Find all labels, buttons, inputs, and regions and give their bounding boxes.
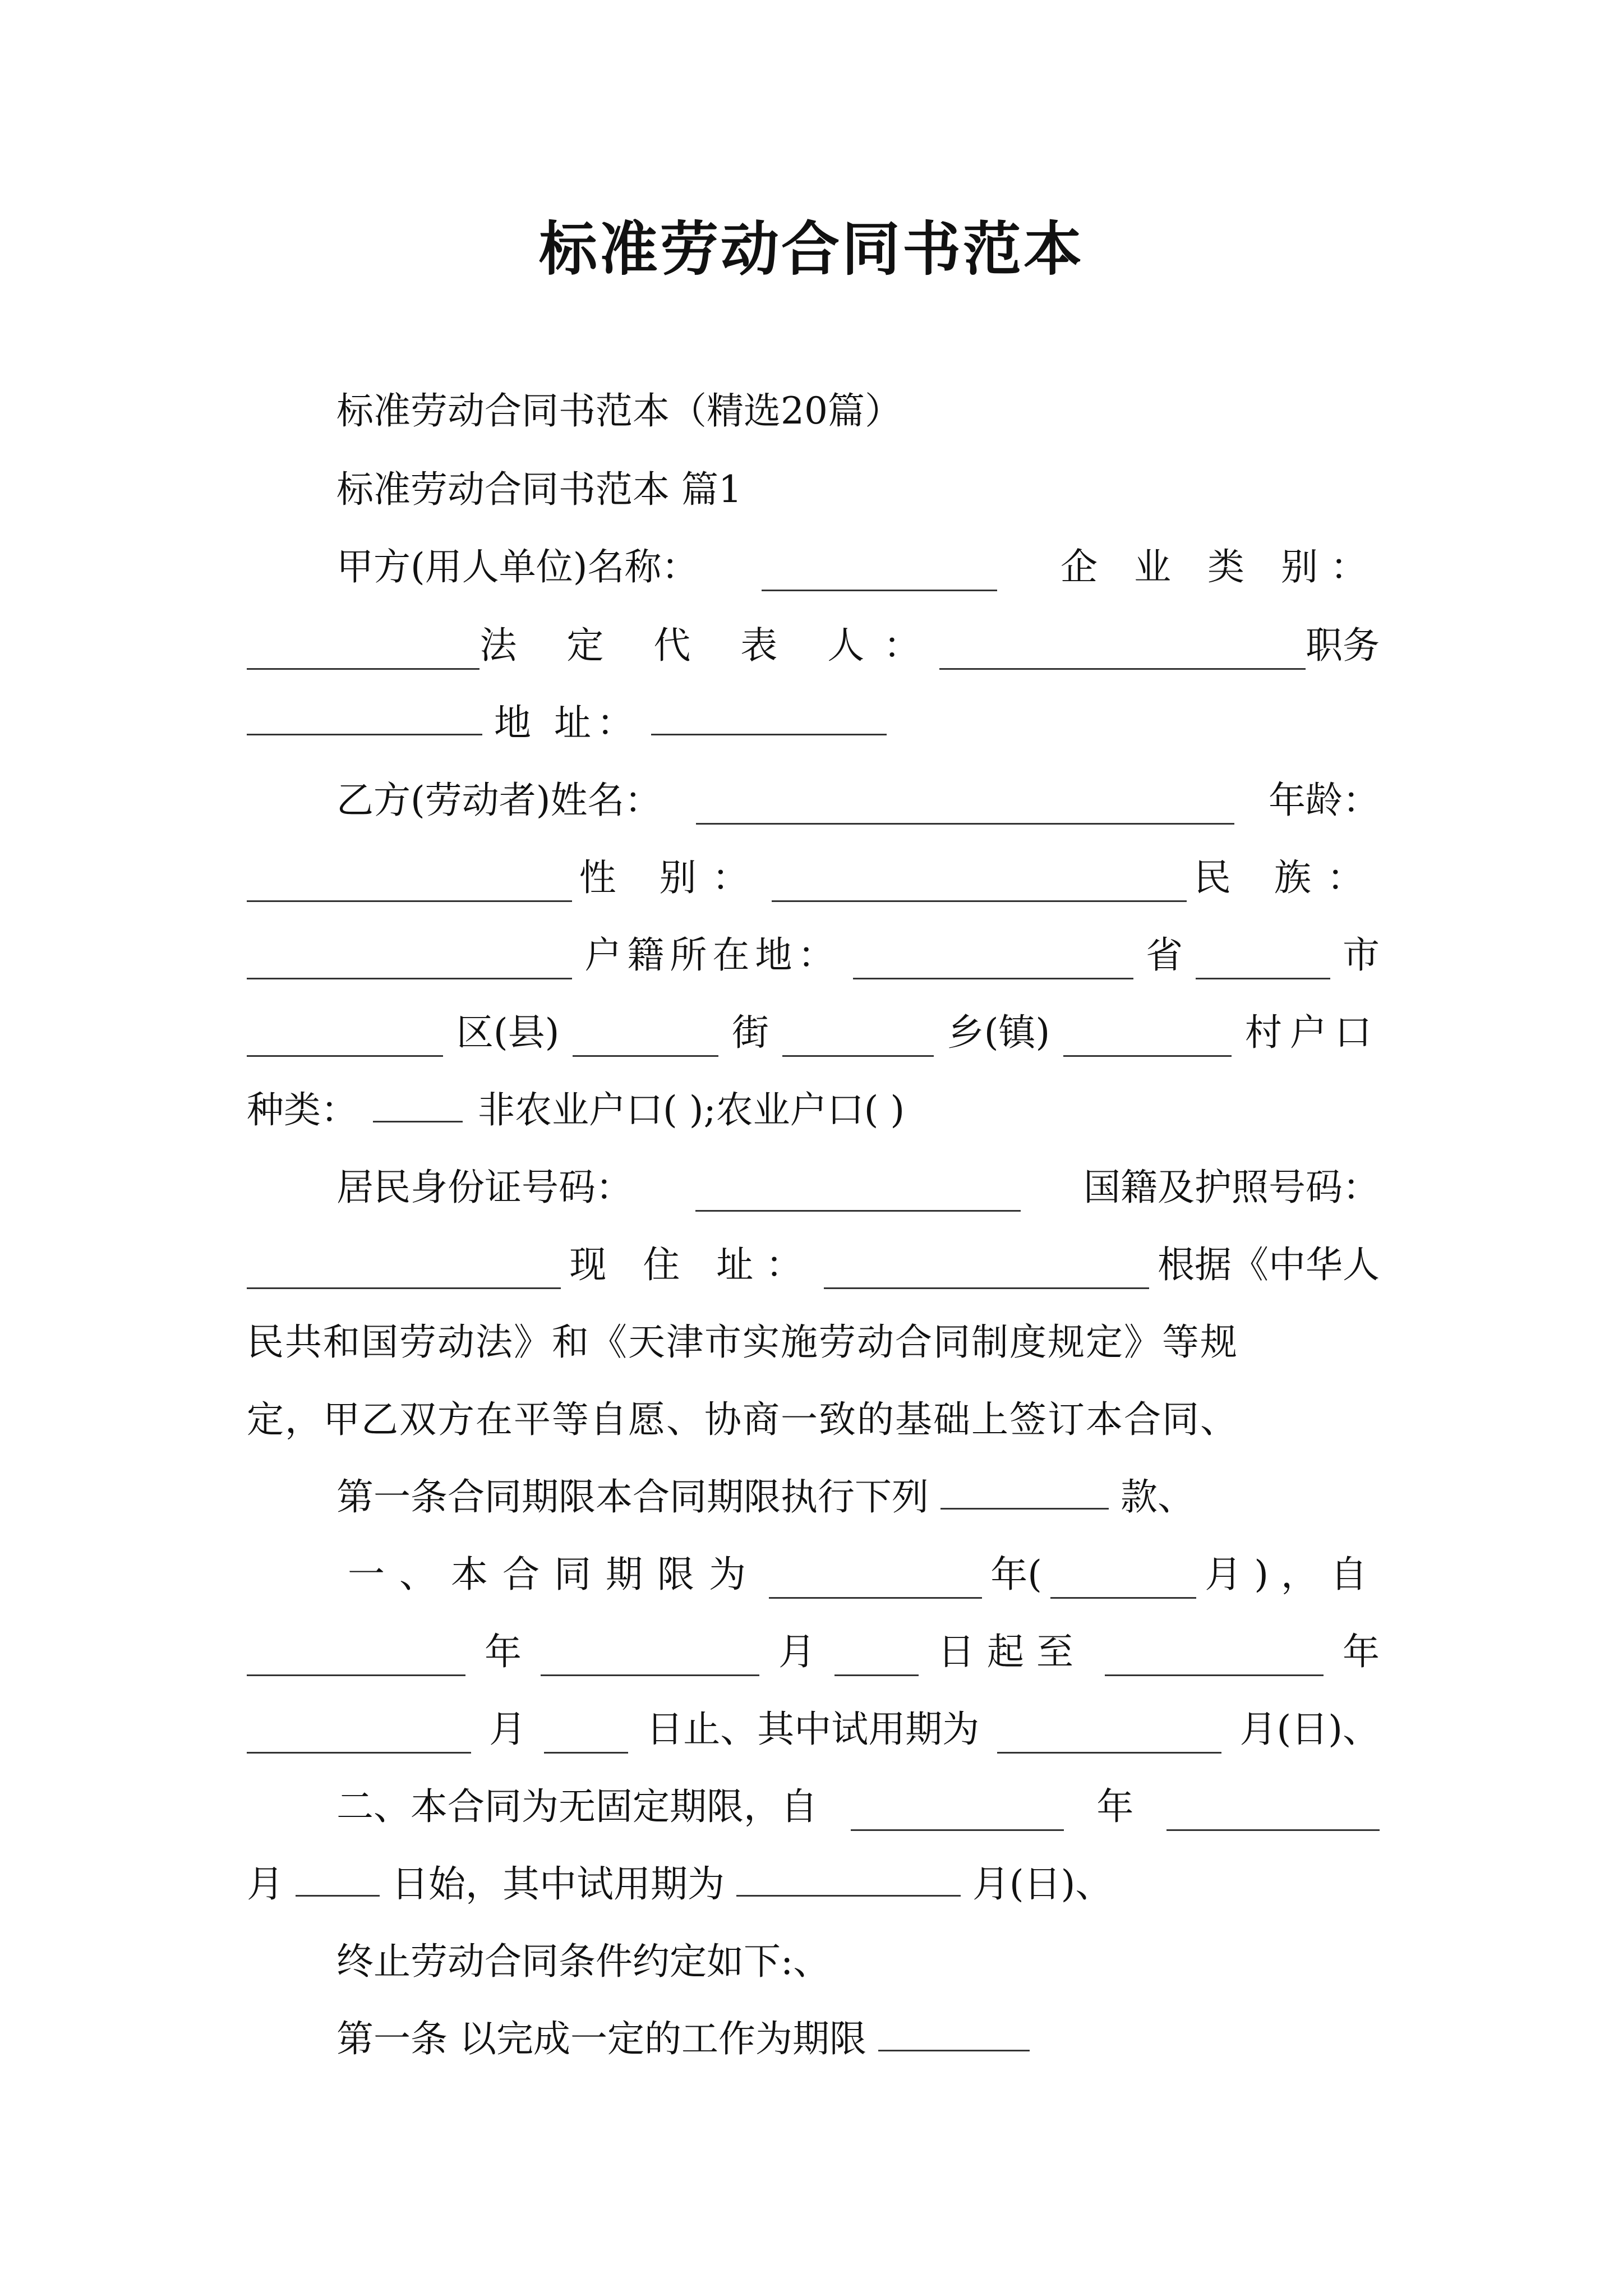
blank-field xyxy=(696,788,1234,825)
district-label: 区(县) xyxy=(456,1011,560,1054)
year-label-3: 年 xyxy=(1096,1785,1134,1828)
city-label: 市 xyxy=(1342,933,1380,977)
party-a-line-2 xyxy=(247,622,1380,670)
blank-field xyxy=(247,1717,471,1754)
term-clause-1-line-2 xyxy=(247,1628,1380,1676)
blank-field xyxy=(247,1020,443,1057)
party-a-addr-label: 地 址： xyxy=(494,701,639,744)
blank-field xyxy=(769,1562,982,1599)
term-clause-1-label: 一、本合同期限为 xyxy=(348,1553,760,1596)
blank-field xyxy=(247,1253,561,1289)
month-label-3: 月 xyxy=(247,1862,284,1906)
term-article-1-end: 款、 xyxy=(1120,1475,1195,1519)
term-clause-1-line-3 xyxy=(247,1705,1380,1754)
blank-field xyxy=(762,555,997,591)
party-a-rep-label: 法 定 代 表 人： xyxy=(479,624,940,667)
blank-field xyxy=(247,943,572,979)
blank-field xyxy=(997,1717,1221,1754)
term-clause-1-line-1 xyxy=(348,1550,1380,1599)
blank-field xyxy=(851,1795,1064,1831)
blank-field xyxy=(247,699,482,735)
blank-field xyxy=(736,1860,961,1897)
party-b-line-2 xyxy=(247,854,1380,902)
blank-field xyxy=(782,1020,934,1057)
party-a-duty-label: 职务 xyxy=(1306,624,1380,667)
month-label-2: 月 xyxy=(489,1708,527,1751)
party-a-line-1 xyxy=(336,543,1380,591)
probation-unit-2: 月(日)、 xyxy=(972,1862,1113,1906)
month-label: 月 xyxy=(778,1630,815,1673)
term-article-1-text: 第一条合同期限本合同期限执行下列 xyxy=(336,1475,929,1519)
huji-type-label: 种类： xyxy=(247,1088,358,1131)
party-b-huji-label: 户籍所在地： xyxy=(584,933,841,977)
term-article-last xyxy=(336,2015,1030,2063)
termination-conditions: 终止劳动合同条件约定如下:、 xyxy=(336,1940,831,1983)
basis-text-start: 根据《中华人 xyxy=(1158,1243,1380,1286)
party-a-type-label: 企 业 类 别： xyxy=(1061,545,1380,588)
party-b-line-7 xyxy=(247,1241,1380,1289)
village-label: 村户口 xyxy=(1244,1011,1380,1054)
term-year-paren: 年( xyxy=(990,1553,1042,1596)
year-label-2: 年 xyxy=(1343,1630,1380,1673)
party-b-age-label: 年龄： xyxy=(1269,779,1380,822)
province-label: 省 xyxy=(1146,933,1183,977)
basis-text-line-2: 民共和国劳动法》和《天津市实施劳动合同制度规定》等规 xyxy=(247,1320,1238,1364)
day-end-label: 日止、其中试用期为 xyxy=(646,1708,980,1751)
township-label: 乡(镇) xyxy=(947,1011,1050,1054)
blank-field xyxy=(939,633,1306,670)
year-label: 年 xyxy=(485,1630,522,1673)
party-b-line-1 xyxy=(336,776,1380,825)
section-heading: 标准劳动合同书范本 篇1 xyxy=(336,468,742,511)
blank-field xyxy=(651,699,887,735)
party-b-ethnic-label: 民 族： xyxy=(1194,856,1380,899)
term-article-last-text: 第一条 以完成一定的工作为期限 xyxy=(336,2017,866,2060)
blank-field xyxy=(695,1175,1021,1212)
term-article-1 xyxy=(336,1473,1195,1521)
probation-unit: 月(日)、 xyxy=(1239,1708,1380,1751)
party-b-line-6 xyxy=(336,1163,1380,1212)
blank-field xyxy=(541,1640,759,1676)
blank-field xyxy=(1050,1562,1196,1599)
blank-field xyxy=(853,943,1133,979)
party-b-gender-label: 性 别： xyxy=(579,856,765,899)
party-b-line-5 xyxy=(247,1086,905,1134)
blank-field xyxy=(373,1086,463,1122)
blank-field xyxy=(824,1253,1149,1289)
blank-field xyxy=(296,1860,380,1897)
term-clause-2-line-2 xyxy=(247,1860,1112,1908)
term-clause-2-line-1 xyxy=(336,1783,1380,1831)
street-label: 街 xyxy=(732,1011,769,1054)
term-month-from: 月)，自 xyxy=(1205,1553,1380,1596)
party-b-name-label: 乙方(劳动者)姓名： xyxy=(336,779,662,822)
party-a-line-3 xyxy=(247,699,887,747)
blank-field xyxy=(834,1640,919,1676)
from-day-label: 日起至 xyxy=(938,1630,1086,1673)
party-b-line-3 xyxy=(247,931,1380,979)
party-b-line-4 xyxy=(247,1009,1380,1057)
blank-field xyxy=(573,1020,718,1057)
current-address-label: 现 住 址： xyxy=(569,1243,815,1286)
huji-type-options: 非农业户口( );农业户口( ) xyxy=(477,1088,905,1131)
blank-field xyxy=(1166,1795,1380,1831)
blank-field xyxy=(1105,1640,1324,1676)
term-clause-2-label: 二、本合同为无固定期限，自 xyxy=(336,1785,818,1828)
blank-field xyxy=(247,1640,465,1676)
document-title: 标准劳动合同书范本 xyxy=(538,214,1084,283)
document-subtitle: 标准劳动合同书范本（精选20篇） xyxy=(336,389,902,432)
blank-field xyxy=(247,633,479,670)
blank-field xyxy=(1196,943,1330,979)
nationality-label: 国籍及护照号码： xyxy=(1083,1166,1380,1209)
id-number-label: 居民身份证号码： xyxy=(336,1166,633,1209)
blank-field xyxy=(1063,1020,1232,1057)
party-a-name-label: 甲方(用人单位)名称： xyxy=(336,545,699,588)
start-day-label: 日始，其中试用期为 xyxy=(391,1862,725,1906)
blank-field xyxy=(878,2015,1030,2051)
blank-field xyxy=(544,1717,628,1754)
blank-field xyxy=(772,866,1187,902)
blank-field xyxy=(940,1473,1109,1510)
basis-text-line-3: 定，甲乙双方在平等自愿、协商一致的基础上签订本合同、 xyxy=(247,1398,1238,1441)
blank-field xyxy=(247,866,572,902)
